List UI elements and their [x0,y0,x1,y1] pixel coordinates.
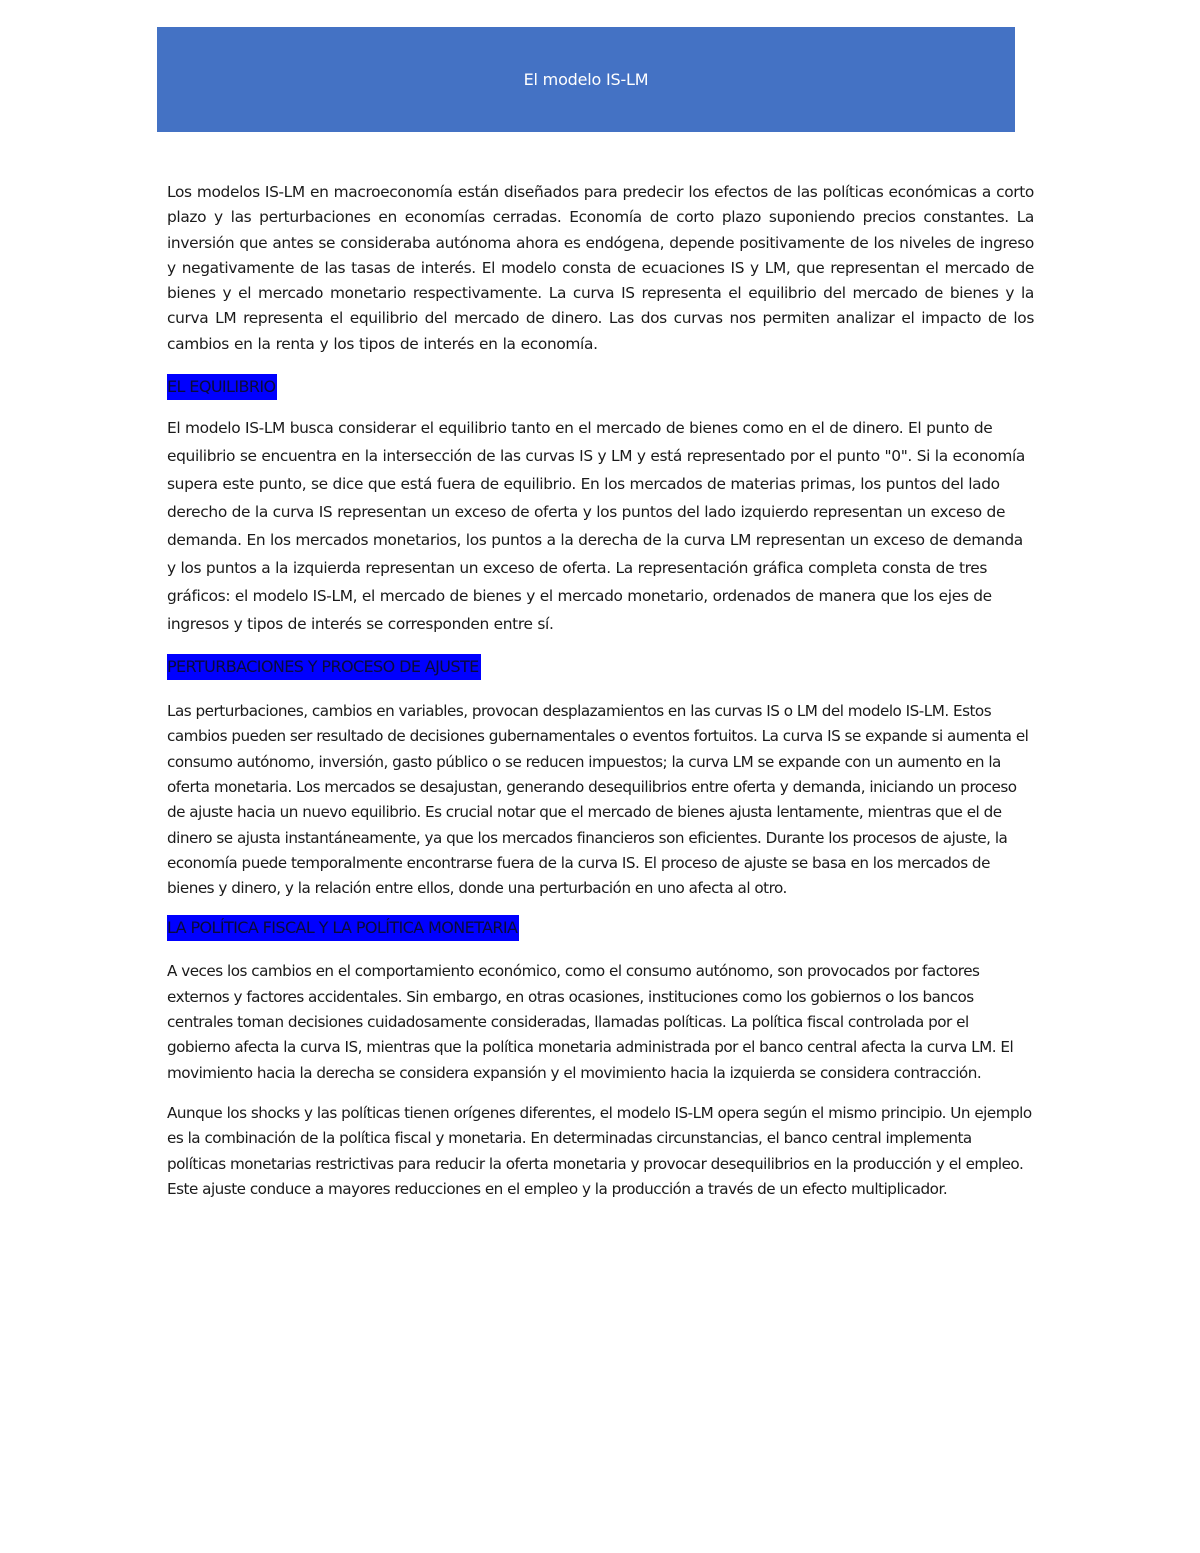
section-politica-heading-wrap [167,915,1034,949]
document-body [167,180,1034,1202]
section-perturbaciones-heading-wrap [167,654,1034,688]
section-heading-equilibrio: EL EQUILIBRIO [167,374,277,400]
section-heading-perturbaciones: PERTURBACIONES Y PROCESO DE AJUSTE [167,654,481,680]
equilibrio-paragraph: El modelo IS-LM busca considerar el equilibrio tanto en el mercado de bienes como en el de dinero. El punto de equilibrio se encuentra en la intersección de las curvas IS y LM y está representado por el punto "0". Si la economía supera este punto, se dice que está fuera de equilibrio. En los mercados de materias primas, los puntos del lado derecho de la curva IS representan un exceso de oferta y los puntos del lado izquierdo representan un exceso de demanda. En los mercados monetarios, los puntos a la derecha de la curva LM representan un exceso de demanda y los puntos a la izquierda representan un exceso de oferta. La representación gráfica completa consta de tres gráficos: el modelo IS-LM, el mercado de bienes y el mercado monetario, ordenados de manera que los ejes de ingresos y tipos de interés se corresponden entre sí. [167,419,1025,634]
title-banner [157,27,1015,132]
section-heading-politica: LA POLÍTICA FISCAL Y LA POLÍTICA MONETARIA [167,915,519,941]
section-equilibrio-heading-wrap [167,374,1034,408]
politica-paragraph-2: Aunque los shocks y las políticas tienen orígenes diferentes, el modelo IS-LM opera según el mismo principio. Un ejemplo es la combinación de la política fiscal y monetaria. En determinadas circunstancias, el banco central implementa políticas monetarias restrictivas para reducir la oferta monetaria y provocar desequilibrios en la producción y el empleo. Este ajuste conduce a mayores reducciones en el empleo y la producción a través de un efecto multiplicador. [167,1103,1032,1198]
intro-paragraph: Los modelos IS-LM en macroeconomía están diseñados para predecir los efectos de las políticas económicas a corto plazo y las perturbaciones en economías cerradas. Economía de corto plazo suponiendo precios constantes. La inversión que antes se consideraba autónoma ahora es endógena, depende positivamente de los niveles de ingreso y negativamente de las tasas de interés. El modelo consta de ecuaciones IS y LM, que representan el mercado de bienes y el mercado monetario respectivamente. La curva IS representa el equilibrio del mercado de bienes y la curva LM representa el equilibrio del mercado de dinero. Las dos curvas nos permiten analizar el impacto de los cambios en la renta y los tipos de interés en la economía. [167,183,1034,353]
politica-paragraph-1: A veces los cambios en el comportamiento económico, como el consumo autónomo, son provocados por factores externos y factores accidentales. Sin embargo, en otras ocasiones, instituciones como los gobiernos o los bancos centrales toman decisiones cuidadosamente consideradas, llamadas políticas. La política fiscal controlada por el gobierno afecta la curva IS, mientras que la política monetaria administrada por el banco central afecta la curva LM. El movimiento hacia la derecha se considera expansión y el movimiento hacia la izquierda se considera contracción. [167,962,1014,1082]
perturbaciones-paragraph: Las perturbaciones, cambios en variables, provocan desplazamientos en las curvas IS o LM del modelo IS-LM. Estos cambios pueden ser resultado de decisiones gubernamentales o eventos fortuitos. La curva IS se expande si aumenta el consumo autónomo, inversión, gasto público o se reducen impuestos; la curva LM se expande con un aumento en la oferta monetaria. Los mercados se desajustan, generando desequilibrios entre oferta y demanda, iniciando un proceso de ajuste hacia un nuevo equilibrio. Es crucial notar que el mercado de bienes ajusta lentamente, mientras que el de dinero se ajusta instantáneamente, ya que los mercados financieros son eficientes. Durante los procesos de ajuste, la economía puede temporalmente encontrarse fuera de la curva IS. El proceso de ajuste se basa en los mercados de bienes y dinero, y la relación entre ellos, donde una perturbación en uno afecta al otro. [167,702,1029,898]
document-title: El modelo IS-LM [523,70,649,89]
